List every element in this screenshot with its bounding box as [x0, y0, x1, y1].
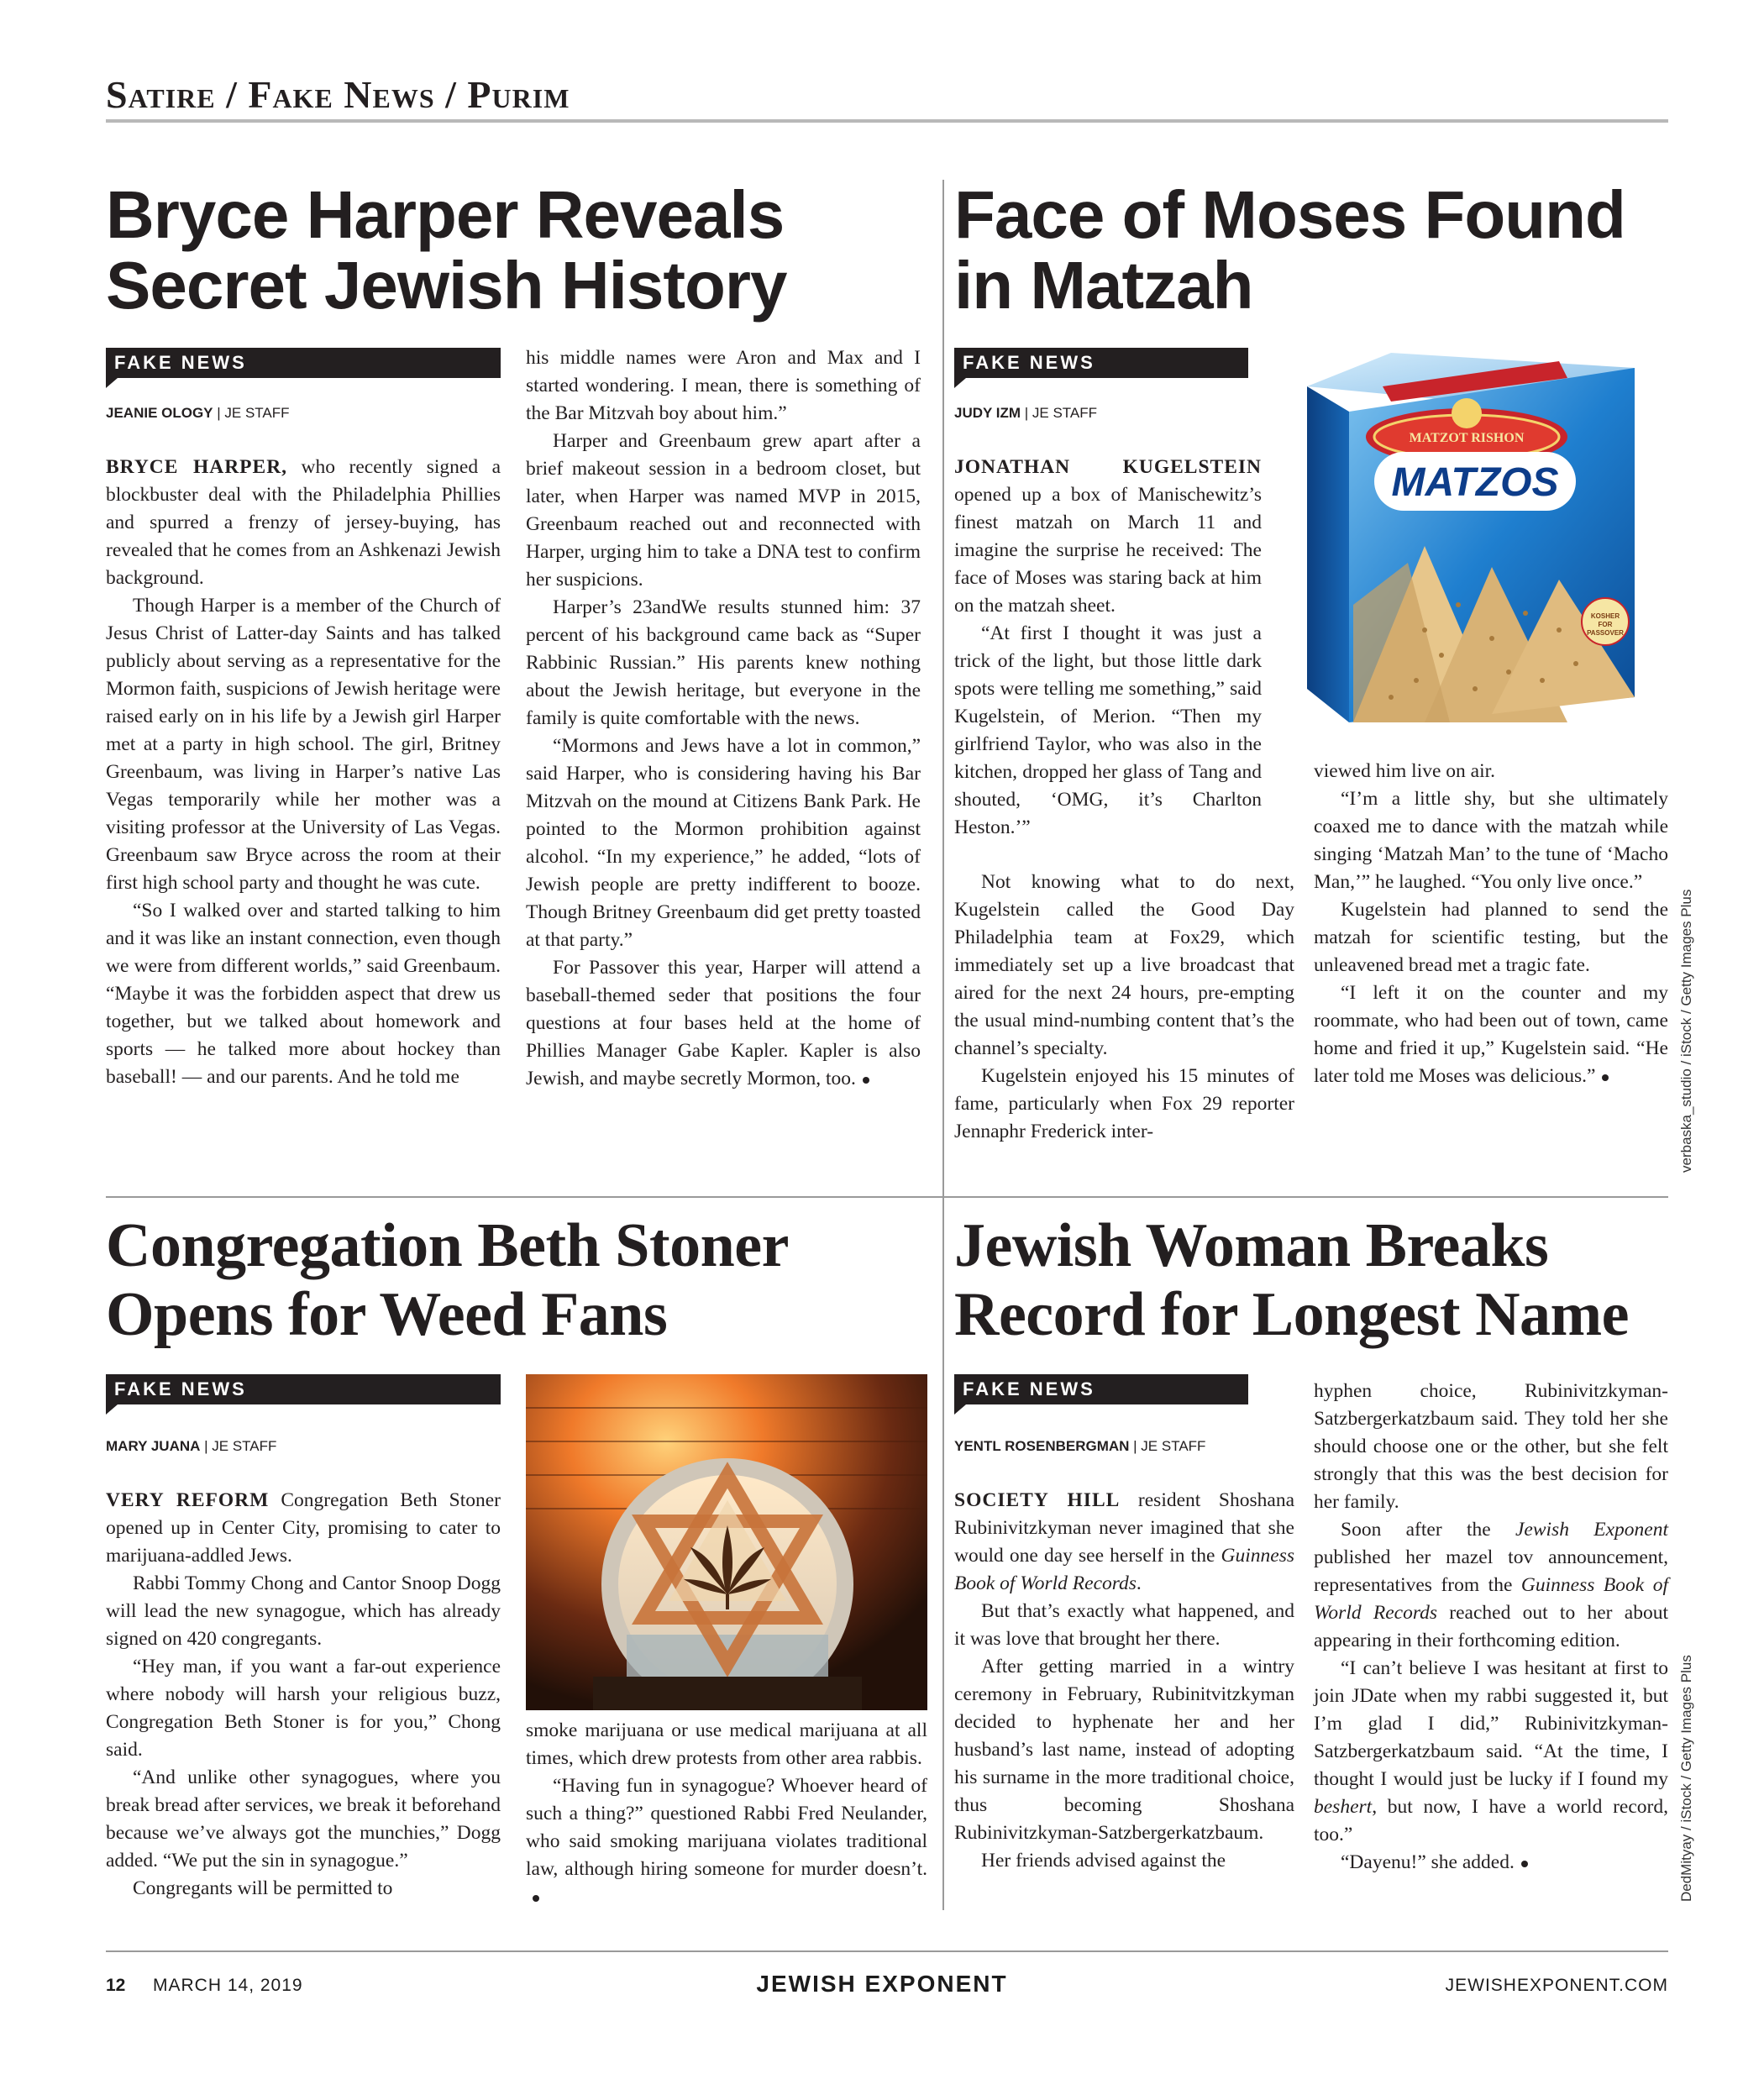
end-mark-icon — [533, 1895, 539, 1902]
fake-news-tag: FAKE NEWS — [954, 348, 1248, 378]
paragraph: “I left it on the counter and my roommate, who had been out of town, came home and fried it up,” Kugelstein said. “He later told me Moses was delicious.” — [1314, 982, 1668, 1087]
svg-text:FOR: FOR — [1598, 621, 1613, 628]
article-column — [526, 344, 921, 1093]
headline-line: Secret Jewish History — [106, 248, 787, 323]
article-column — [106, 454, 501, 1091]
publication-name: JEWISH EXPONENT — [756, 1971, 1008, 1997]
paragraph: Harper’s 23andWe results stunned him: 37 percent of his background came back as “Super Rabbinic Russian.” His parents knew nothing about the Jewish heritage, but everyone in the family is quite comfortable with the news. — [526, 596, 921, 729]
issue-date: MARCH 14, 2019 — [153, 1976, 303, 1995]
article-column — [526, 1717, 927, 1911]
photo-credit: DedMityay / iStock / Getty Images Plus — [1678, 1655, 1694, 1902]
paragraph: But that’s exactly what happened, and it was love that brought her there. — [954, 1600, 1294, 1650]
page-number: 12 — [106, 1976, 126, 1995]
end-mark-icon — [1602, 1074, 1609, 1081]
paragraph: Kugelstein enjoyed his 15 minutes of fame, particularly when Fox 29 reporter Jennaphr Frederick inter- — [954, 1065, 1294, 1142]
author-name: YENTL ROSENBERGMAN — [954, 1438, 1130, 1454]
article-column — [954, 869, 1294, 1146]
paragraph: viewed him live on air. — [1314, 760, 1496, 782]
svg-text:PASSOVER: PASSOVER — [1587, 629, 1624, 637]
headline-line: Opens for Weed Fans — [106, 1280, 668, 1349]
headline-stoner — [106, 1211, 789, 1349]
paragraph: Soon after the — [1341, 1519, 1515, 1541]
fake-news-tag: FAKE NEWS — [106, 1374, 501, 1404]
end-mark-icon — [863, 1077, 869, 1084]
paragraph: . — [1136, 1572, 1142, 1594]
paragraph: “So I walked over and started talking to him and it was like an instant connection, even though we were from different worlds,” said Greenbaum. “Maybe it was the forbidden aspect that drew us together, but we talked about homework and sports — he talked more about hockey than baseball! — and our parents. And he told me — [106, 900, 501, 1088]
article-lead: BRYCE HARPER, — [106, 456, 288, 478]
author-staff: | JE STAFF — [200, 1438, 277, 1454]
paragraph-italic: Guinness Book of World Records — [1314, 1574, 1668, 1624]
author-name: JUDY IZM — [954, 405, 1021, 421]
column-divider — [942, 180, 944, 1910]
paragraph: “At first I thought it was just a trick of the light, but those little dark spots were telling me something,” said Kugelstein, of Merion. “Then my girlfriend Taylor, who was also in the kitchen, dropped her glass of Tang and shouted, ‘OMG, it’s Charlton Heston.’” — [954, 622, 1262, 838]
headline-line: Jewish Woman Breaks — [954, 1211, 1549, 1280]
svg-text:KOSHER: KOSHER — [1590, 612, 1620, 620]
article-column — [1314, 758, 1668, 1090]
paragraph: who recently signed a blockbuster deal with the Philadelphia Phillies and spurred a frenzy of jersey-buying, has revealed that he comes from an Ashkenazi Jewish background. — [106, 456, 501, 589]
paragraph: his middle names were Aron and Max and I started wondering. I mean, there is something of the Bar Mitzvah boy about him.” — [526, 347, 921, 424]
headline-line: Bryce Harper Reveals — [106, 177, 785, 252]
section-title: Satire / Fake News / Purim — [106, 73, 570, 116]
paragraph: Though Harper is a member of the Church of Jesus Christ of Latter-day Saints and has talked publicly about serving as a representative for the Mormon faith, suspicions of Jewish heritage were raised early on in his life by a Jewish girl Harper met at a party in high school. The girl, Britney Greenbaum, was living in Harper’s native Las Vegas temporarily while her mother was a visiting professor at the University of Las Vegas. Greenbaum saw Bryce across the room at their first high school party and thought he was cute. — [106, 595, 501, 894]
fake-news-tag: FAKE NEWS — [954, 1374, 1248, 1404]
paragraph: resident Shoshana Rubinivitzkyman never imagined that she would one day see herself in the — [954, 1489, 1295, 1567]
author-staff: | JE STAFF — [213, 405, 290, 421]
paragraph: “Having fun in synagogue? Whoever heard of such a thing?” questioned Rabbi Fred Neulander, who said smoking marijuana violates traditional law, although hiring someone for murder doesn’t. — [526, 1775, 927, 1880]
paragraph: Rabbi Tommy Chong and Cantor Snoop Dogg will lead the new synagogue, which has already signed on 420 congregants. — [106, 1572, 501, 1650]
paragraph: Harper and Greenbaum grew apart after a brief makeout session in a bedroom closet, but later, when Harper was named MVP in 2015, Greenbaum reached out and reconnected with Harper, urging him to take a DNA test to confirm her suspicions. — [526, 430, 921, 591]
fake-news-tag: FAKE NEWS — [106, 348, 501, 378]
author-name: JEANIE OLOGY — [106, 405, 213, 421]
article-column — [106, 1487, 501, 1903]
paragraph: “I can’t believe I was hesitant at first to join JDate when my rabbi suggested it, but I’m glad I did,” Rubinivitzkyman-Satzbergerkatzbaum said. “At the time, I thought I would just be lucky if I found my — [1314, 1657, 1668, 1790]
paragraph: published her mazel tov announcement, representatives from the — [1314, 1546, 1668, 1596]
headline-longname — [954, 1211, 1629, 1349]
paragraph: Congregation Beth Stoner opened up in Center City, promising to cater to marijuana-addled Jews. — [106, 1489, 501, 1567]
paragraph: “Mormons and Jews have a lot in common,” said Harper, who is considering having his Bar Mitzvah on the mound at Citizens Bank Park. He pointed to the Mormon prohibition against alcohol. “In my experience,” he added, “lots of Jewish people are pretty indifferent to booze. Though Britney Greenbaum did get pretty toasted at that party.” — [526, 735, 921, 951]
paragraph: , but now, I have a world record, too.” — [1314, 1796, 1668, 1845]
headline-line: Record for Longest Name — [954, 1280, 1630, 1349]
paragraph: “And unlike other synagogues, where you break bread after services, we break it beforehand because we’ve always got the munchies,” Dogg added. “We put the sin in synagogue.” — [106, 1767, 501, 1872]
synagogue-window-photo — [526, 1374, 927, 1710]
paragraph: For Passover this year, Harper will attend a baseball-themed seder that positions the four questions at four bases held at the home of Phillies Manager Gabe Kapler. Kapler is also Jewish, and maybe secretly Mormon, too. — [526, 957, 921, 1089]
article-lead: JONATHAN KUGELSTEIN — [954, 456, 1262, 478]
website-link[interactable]: JEWISHEXPONENT.COM — [1445, 1976, 1668, 1995]
photo-credit: verbaska_studio / iStock / Getty Images Plus — [1678, 889, 1694, 1173]
byline-longname — [954, 1438, 1205, 1455]
article-lead: VERY REFORM — [106, 1489, 270, 1511]
matzah-box-photo — [1282, 353, 1651, 739]
headline-moses — [954, 177, 1625, 323]
paragraph: hyphen choice, Rubinivitzkyman-Satzbergerkatzbaum said. They told her she should choose one or the other, but she felt strongly that this was the best decision for her family. — [1314, 1380, 1668, 1513]
byline-harper — [106, 405, 290, 422]
article-column — [1314, 1378, 1668, 1877]
paragraph-italic: Jewish Exponent — [1515, 1519, 1668, 1541]
headline-line: Congregation Beth Stoner — [106, 1211, 789, 1280]
byline-stoner — [106, 1438, 276, 1455]
box-title-text: MATZOS — [1391, 460, 1559, 505]
headline-harper — [106, 177, 787, 323]
byline-moses — [954, 405, 1097, 422]
article-lead: SOCIETY HILL — [954, 1489, 1121, 1511]
top-rule — [106, 119, 1668, 123]
headline-line: in Matzah — [954, 248, 1253, 323]
paragraph: Not knowing what to do next, Kugelstein called the Good Day Philadelphia team at Fox29, which immediately set up a live broadcast that aired for the next 24 hours, pre-empting the usual mind-numbing content that’s the channel’s specialty. — [954, 871, 1294, 1059]
paragraph: After getting married in a wintry ceremony in February, Rubinitvitzkyman decided to hyphenate her and her husband’s last name, instead of adopting his surname in the more traditional choice, thus becoming Shoshana Rubinivitzkyman-Satzbergerkatzbaum. — [954, 1656, 1294, 1844]
footer-rule — [106, 1950, 1668, 1952]
author-staff: | JE STAFF — [1021, 405, 1098, 421]
box-brand-text: MATZOT RISHON — [1409, 431, 1525, 445]
paragraph-italic: Guinness Book of World Records — [954, 1545, 1294, 1594]
paragraph: “I’m a little shy, but she ultimately coaxed me to dance with the matzah while singing ‘Matzah Man’ to the tune of ‘Macho Man,’” he laughed. “You only live once.” — [1314, 788, 1668, 893]
paragraph: Congregants will be permitted to — [133, 1877, 393, 1899]
paragraph: Kugelstein had planned to send the matzah for scientific testing, but the unleavened bread met a tragic fate. — [1314, 899, 1668, 976]
author-name: MARY JUANA — [106, 1438, 201, 1454]
headline-line: Face of Moses Found — [954, 177, 1625, 252]
paragraph: “Hey man, if you want a far-out experience where nobody will harsh your religious buzz, Congregation Beth Stoner is for you,” Chong said. — [106, 1656, 501, 1761]
article-column — [954, 1487, 1294, 1875]
paragraph-italic: beshert — [1314, 1796, 1373, 1818]
paragraph: Her friends advised against the — [981, 1850, 1226, 1872]
author-staff: | JE STAFF — [1129, 1438, 1206, 1454]
paragraph: “Dayenu!” she added. — [1341, 1851, 1515, 1873]
paragraph: smoke marijuana or use medical marijuana at all times, which drew protests from other area rabbis. — [526, 1719, 927, 1769]
paragraph: reached out to her about appearing in their forthcoming edition. — [1314, 1602, 1668, 1651]
paragraph: opened up a box of Manischewitz’s finest matzah on March 11 and imagine the surprise he received: The face of Moses was staring back at him on the matzah sheet. — [954, 484, 1262, 617]
middle-rule — [106, 1196, 1668, 1198]
article-column — [954, 454, 1262, 842]
end-mark-icon — [1521, 1861, 1528, 1867]
